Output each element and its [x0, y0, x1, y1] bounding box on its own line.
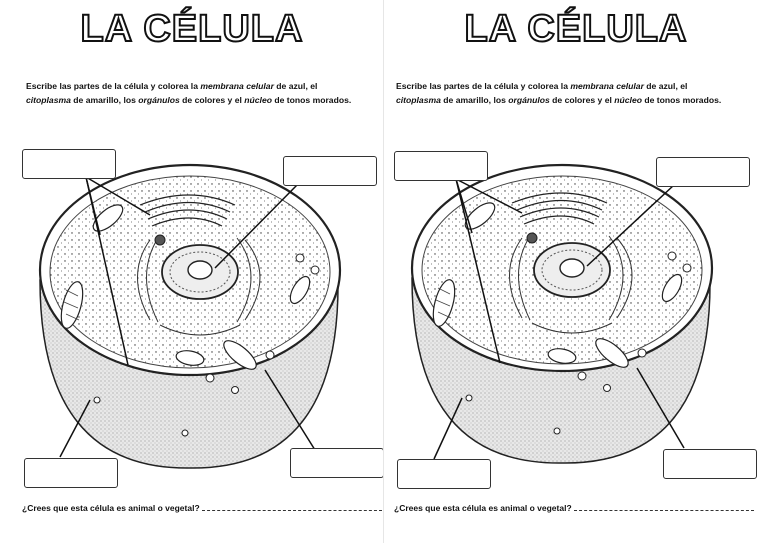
worksheet-title: LA CÉLULA [464, 8, 688, 50]
instructions-text: Escribe las partes de la célula y colorea la membrana celular de azul, el citoplasma de amarillo, los orgánulos de colores y el núcleo de tonos morados. [396, 81, 722, 105]
answer-line[interactable] [202, 510, 382, 511]
question-text: ¿Crees que esta célula es animal o vegetal? [394, 503, 744, 513]
worksheet-title: LA CÉLULA [80, 8, 304, 50]
worksheet-right [384, 0, 768, 543]
question-text: ¿Crees que esta célula es animal o vegetal? [22, 503, 372, 513]
nucleolus [560, 259, 584, 277]
label-box-top-left[interactable] [394, 151, 488, 181]
label-box-bottom-left[interactable] [397, 459, 491, 489]
label-box-bottom-left[interactable] [24, 458, 118, 488]
label-box-bottom-right[interactable] [290, 448, 384, 478]
instructions-text: Escribe las partes de la célula y colorea la membrana celular de azul, el citoplasma de amarillo, los orgánulos de colores y el núcleo de tonos morados. [26, 81, 352, 105]
label-box-top-right[interactable] [656, 157, 750, 187]
answer-line[interactable] [574, 510, 754, 511]
label-box-top-left[interactable] [22, 149, 116, 179]
nucleolus [188, 261, 212, 279]
label-box-bottom-right[interactable] [663, 449, 757, 479]
label-box-top-right[interactable] [283, 156, 377, 186]
